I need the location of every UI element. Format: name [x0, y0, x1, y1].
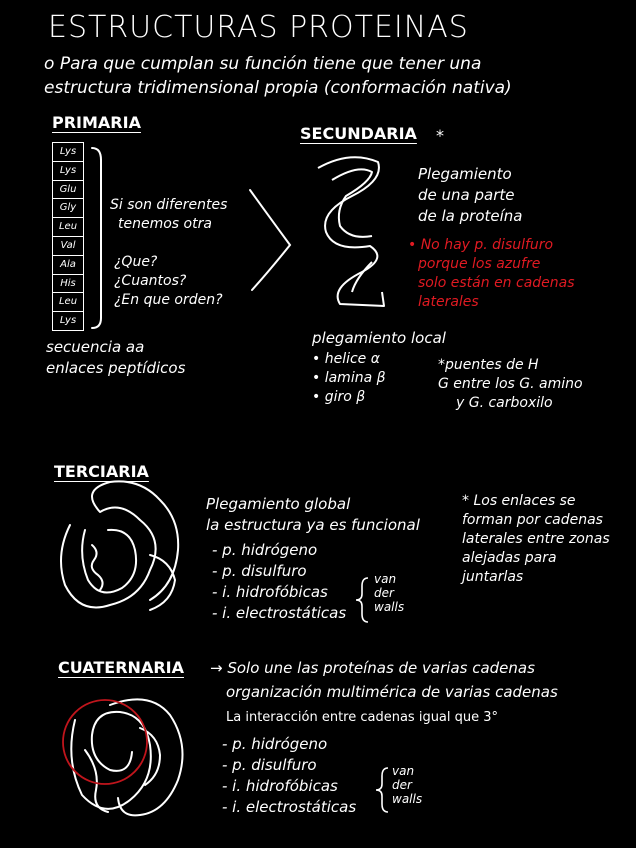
amino-acid-item: Glu: [53, 181, 83, 200]
amino-acid-list: [52, 142, 84, 331]
cuaternaria-bonds: - p. hidrógeno - p. disulfuro - i. hidrofóbicas - i. electrostáticas: [222, 735, 357, 816]
cuaternaria-line-3: La interacción entre cadenas igual que 3°: [226, 710, 499, 725]
page-title: ESTRUCTURAS PROTEINAS: [48, 10, 469, 45]
vdw-brace-3: [356, 578, 368, 622]
arrow-to-helix: [250, 190, 290, 290]
amino-acid-item: Leu: [53, 293, 83, 312]
heading-terciaria: TERCIARIA: [54, 462, 149, 481]
helix-icon: [318, 157, 384, 306]
amino-acid-item: Ala: [53, 256, 83, 275]
aa-bracket: [92, 148, 101, 328]
heading-cuaternaria: CUATERNARIA: [58, 658, 184, 677]
secundaria-desc: Plegamiento de una parte de la proteína: [418, 165, 523, 225]
amino-acid-item: Lys: [59, 315, 77, 327]
bullet-icon: o: [44, 54, 55, 74]
secundaria-red-note: • No hay p. disulfuro porque los azufre solo están en cadenas laterales: [408, 237, 575, 310]
secundaria-list: • helice α • lamina β • giro β: [312, 351, 386, 405]
star-icon: *: [436, 126, 444, 145]
tertiary-structure-icon: [61, 481, 178, 610]
amino-acid-item: His: [53, 275, 83, 294]
terciaria-vdw: van der walls: [374, 572, 405, 614]
intro-line-2: estructura tridimensional propia (conformación nativa): [44, 78, 512, 98]
amino-acid-item: Gly: [53, 199, 83, 218]
cuaternaria-vdw: van der walls: [392, 764, 423, 806]
cuaternaria-arrow-text: → Solo une las proteínas de varias cadenas: [210, 659, 535, 677]
terciaria-bonds: - p. hidrógeno - p. disulfuro - i. hidrofóbicas - i. electrostáticas: [212, 541, 347, 622]
intro-text: [44, 52, 512, 100]
vdw-brace-4: [376, 768, 388, 812]
intro-line-1: Para que cumplan su función tiene que tener una: [59, 54, 482, 74]
cuaternaria-line-2: organización multimérica de varias cadenas: [226, 683, 558, 701]
amino-acid-item: Val: [53, 237, 83, 256]
primaria-questions: ¿Que? ¿Cuantos? ¿En que orden?: [114, 254, 223, 308]
secundaria-local: plegamiento local: [312, 329, 446, 347]
heading-primaria: PRIMARIA: [52, 113, 141, 132]
secundaria-h-bridges: *puentes de H G entre los G. amino y G. carboxilo: [438, 357, 583, 411]
primaria-note: Si son diferentes tenemos otra: [110, 197, 228, 232]
amino-acid-item: Lys: [53, 143, 83, 162]
amino-acid-item: Leu: [53, 218, 83, 237]
terciaria-desc: Plegamiento global la estructura ya es funcional: [206, 495, 420, 534]
heading-secundaria: SECUNDARIA: [300, 124, 417, 143]
primaria-footer: secuencia aa enlaces peptídicos: [46, 338, 186, 377]
quaternary-subunit-circle: [63, 700, 147, 784]
quaternary-structure-icon: [71, 699, 182, 815]
terciaria-note: * Los enlaces se forman por cadenas laterales entre zonas alejadas para juntarlas: [462, 493, 610, 585]
amino-acid-item: Lys: [53, 162, 83, 181]
